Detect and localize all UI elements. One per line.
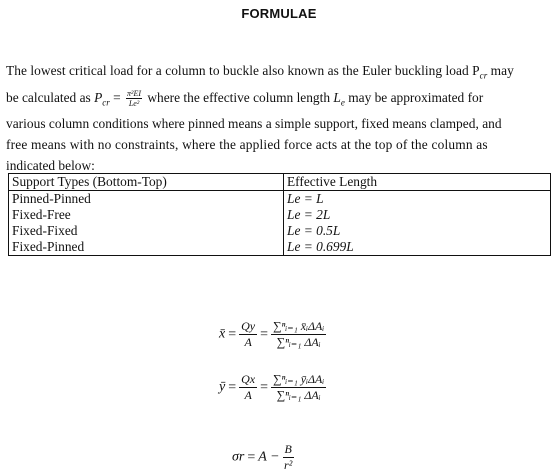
fraction-denominator: A — [244, 335, 252, 349]
fraction-denominator: r² — [284, 458, 293, 472]
table-cell-length: Le = 0.699L — [284, 239, 551, 256]
centroid-y-equation — [219, 372, 326, 403]
table-header-row — [9, 174, 551, 191]
equation-rhs: A − — [258, 449, 280, 465]
table-cell-support: Fixed-Free — [9, 207, 284, 223]
equals-sign: = — [228, 326, 237, 342]
intro-paragraph — [6, 60, 552, 176]
equation-lhs: σr — [232, 449, 245, 465]
fraction-denominator: ∑ⁿᵢ₌₁ ΔAᵢ — [276, 388, 321, 402]
euler-fraction — [126, 89, 142, 108]
table-cell-length: Le = 0.5L — [284, 223, 551, 239]
support-types-table — [8, 173, 551, 256]
stress-equation — [232, 442, 294, 473]
subscript: e — [340, 97, 345, 108]
equation-fraction — [239, 319, 257, 350]
equation-fraction — [271, 372, 326, 403]
equation-fraction — [283, 442, 294, 473]
math-symbol: P — [94, 89, 103, 105]
table-cell-length: Le = L — [284, 191, 551, 208]
table-row — [9, 191, 551, 208]
table-header-cell: Effective Length — [284, 174, 551, 191]
paragraph-line-3: various column conditions where pinned means a simple support, fixed means clamped, and — [6, 116, 502, 132]
paragraph-line-2 — [6, 87, 552, 114]
table-cell-support: Fixed-Pinned — [9, 239, 284, 256]
fraction-denominator: A — [244, 388, 252, 402]
paragraph-text: The lowest critical load for a column to buckle also known as the Euler buckling load P — [6, 63, 480, 78]
equals-sign: = — [247, 449, 256, 465]
equation-fraction — [271, 319, 326, 350]
paragraph-line-1 — [6, 60, 552, 87]
equals-sign: = — [260, 379, 269, 395]
paragraph-line-4: free means with no constraints, where the applied force acts at the top of the column as — [6, 137, 488, 153]
table-row — [9, 223, 551, 239]
centroid-x-equation — [219, 319, 326, 350]
fraction-numerator: π²EI — [127, 89, 142, 99]
fraction-denominator: Le² — [128, 99, 140, 109]
page-title: FORMULAE — [241, 6, 317, 21]
table-row — [9, 239, 551, 256]
table-header-cell: Support Types (Bottom-Top) — [9, 174, 284, 191]
paragraph-text: may be approximated for — [344, 89, 484, 105]
fraction-numerator: B — [284, 442, 292, 456]
table-cell-support: Fixed-Fixed — [9, 223, 284, 239]
math-symbol: L — [333, 89, 341, 105]
paragraph-text: = — [109, 89, 125, 105]
table-cell-support: Pinned-Pinned — [9, 191, 284, 208]
fraction-numerator: ∑ⁿᵢ₌₁ ȳᵢΔAᵢ — [273, 372, 325, 386]
paragraph-text: where the effective column length — [144, 89, 334, 105]
fraction-denominator: ∑ⁿᵢ₌₁ ΔAᵢ — [276, 335, 321, 349]
fraction-numerator: Qy — [241, 319, 256, 333]
subscript: cr — [479, 70, 488, 81]
paragraph-line-5: indicated below: — [6, 158, 95, 174]
equation-lhs: ȳ — [219, 379, 226, 395]
equation-fraction — [239, 372, 257, 403]
fraction-numerator: Qx — [241, 372, 256, 386]
equals-sign: = — [228, 379, 237, 395]
equation-lhs: x̄ — [219, 326, 226, 342]
subscript: cr — [102, 97, 110, 108]
equals-sign: = — [260, 326, 269, 342]
table-cell-length: Le = 2L — [284, 207, 551, 223]
paragraph-text: may — [487, 63, 514, 78]
table-row — [9, 207, 551, 223]
fraction-numerator: ∑ⁿᵢ₌₁ x̄ᵢΔAᵢ — [273, 319, 325, 333]
paragraph-text: be calculated as — [6, 89, 95, 105]
